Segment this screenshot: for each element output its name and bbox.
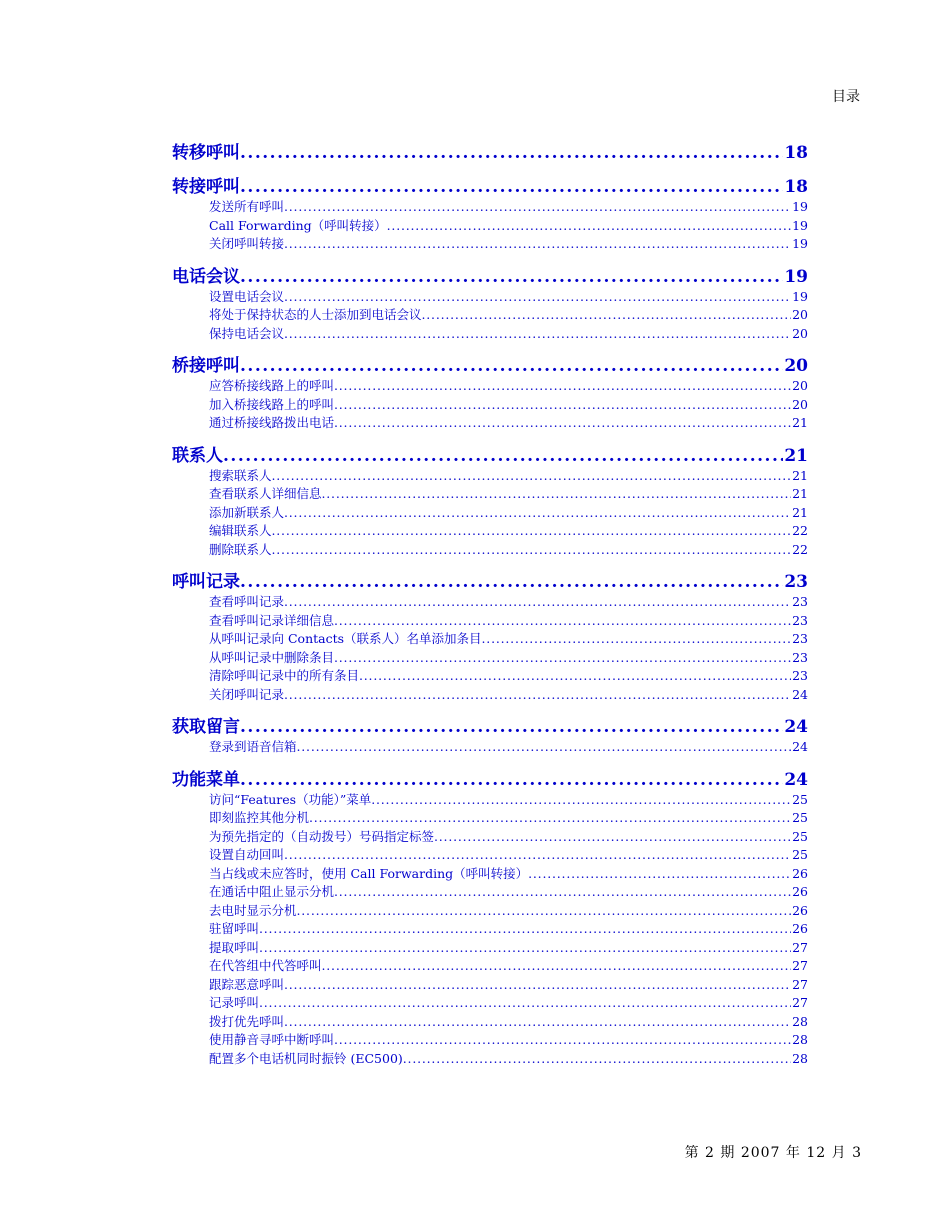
toc-entry-page-number: 27 <box>792 995 808 1010</box>
dot-leader <box>297 738 792 757</box>
toc-entry-label: 在代答组中代答呼叫 <box>209 958 322 973</box>
toc-entry-page-number: 28 <box>792 1013 808 1029</box>
toc-entry-page-number: 23 <box>792 649 808 665</box>
toc-entry-label: 去电时显示分机 <box>209 902 297 918</box>
toc-entry-page-number: 23 <box>792 594 808 609</box>
toc-section <box>172 142 808 164</box>
dot-leader <box>334 612 791 631</box>
toc-section-title: 获取留言 <box>172 717 240 737</box>
toc-section-heading-link[interactable] <box>172 266 808 288</box>
toc-entry-label: 删除联系人 <box>209 541 272 557</box>
toc-entry-page-number: 21 <box>792 486 808 501</box>
toc-entry-page-number: 21 <box>792 415 808 430</box>
toc-section-heading-link[interactable] <box>172 571 808 593</box>
toc-entry-link[interactable] <box>172 414 808 433</box>
toc-entry-page-number: 26 <box>792 902 808 918</box>
toc-entry-label: 发送所有呼叫 <box>209 199 285 214</box>
page-footer: 第 2 期 2007 年 12 月 3 <box>684 1145 862 1161</box>
toc-entry-link[interactable] <box>172 920 808 939</box>
toc-entry-label: 加入桥接线路上的呼叫 <box>209 396 335 412</box>
toc-entry-page-number: 22 <box>792 541 808 557</box>
toc-section-page-number: 20 <box>784 356 808 376</box>
toc-entry-page-number: 23 <box>792 631 808 646</box>
toc-entry-label: 查看联系人详细信息 <box>209 486 322 501</box>
toc-entry-label: 搜索联系人 <box>209 467 272 483</box>
table-of-contents <box>172 142 808 1080</box>
toc-entry-label: 驻留呼叫 <box>209 921 260 936</box>
toc-section-title: 联系人 <box>172 445 223 466</box>
toc-entry-page-number: 25 <box>792 828 808 844</box>
toc-section-page-number: 24 <box>784 769 808 790</box>
toc-entry-page-number: 25 <box>792 810 808 825</box>
toc-entry-page-number: 19 <box>792 236 808 251</box>
toc-entry-link[interactable] <box>172 377 808 396</box>
toc-section <box>172 266 808 344</box>
toc-section-title: 呼叫记录 <box>172 572 240 592</box>
toc-section-title: 功能菜单 <box>172 769 240 790</box>
toc-section-page-number: 18 <box>784 143 808 163</box>
toc-entry-label: 设置电话会议 <box>209 288 285 304</box>
toc-entry-link[interactable] <box>172 1013 808 1032</box>
dot-leader <box>334 883 791 902</box>
toc-entry-label: 编辑联系人 <box>209 523 272 538</box>
toc-entry-label: 当占线或未应答时，使用 Call Forwarding（呼叫转接） <box>209 865 529 881</box>
toc-entry-page-number: 24 <box>792 686 808 702</box>
toc-entry-label: 添加新联系人 <box>209 504 285 520</box>
toc-entry-label: 使用静音寻呼中断呼叫 <box>209 1032 335 1047</box>
dot-leader <box>322 957 792 976</box>
toc-entry-label: 清除呼叫记录中的所有条目 <box>209 668 360 683</box>
dot-leader <box>334 649 791 668</box>
dot-leader <box>422 306 792 325</box>
toc-entry-link[interactable] <box>172 504 808 523</box>
toc-entry-link[interactable] <box>172 846 808 865</box>
toc-entry-page-number: 20 <box>792 378 808 393</box>
toc-entry-page-number: 26 <box>792 884 808 899</box>
toc-entry-label: 关闭呼叫记录 <box>209 686 285 702</box>
toc-entry-link[interactable] <box>172 630 808 649</box>
toc-entry-link[interactable] <box>172 828 808 847</box>
dot-leader <box>240 266 783 288</box>
toc-section-page-number: 23 <box>784 572 808 592</box>
toc-section-title: 转接呼叫 <box>172 177 240 197</box>
toc-entry-page-number: 25 <box>792 847 808 862</box>
dot-leader <box>334 414 791 433</box>
dot-leader <box>334 396 791 415</box>
dot-leader <box>240 355 783 377</box>
toc-entry-label: 即刻监控其他分机 <box>209 810 310 825</box>
dot-leader <box>284 198 791 217</box>
toc-entry-page-number: 20 <box>792 325 808 341</box>
toc-entry-page-number: 26 <box>792 865 808 881</box>
toc-entry-link[interactable] <box>172 522 808 541</box>
toc-entry-page-number: 24 <box>792 739 808 754</box>
toc-entry-page-number: 23 <box>792 612 808 628</box>
toc-section-heading-link[interactable] <box>172 176 808 198</box>
toc-entry-link[interactable] <box>172 738 808 757</box>
toc-section <box>172 445 808 560</box>
toc-section-heading-link[interactable] <box>172 355 808 377</box>
toc-entry-link[interactable] <box>172 667 808 686</box>
dot-leader <box>434 828 791 847</box>
toc-entry-label: 记录呼叫 <box>209 995 260 1010</box>
toc-entry-link[interactable] <box>172 791 808 810</box>
toc-entry-link[interactable] <box>172 649 808 668</box>
toc-entry-page-number: 26 <box>792 921 808 936</box>
toc-entry-link[interactable] <box>172 957 808 976</box>
toc-entry-link[interactable] <box>172 306 808 325</box>
toc-entry-link[interactable] <box>172 865 808 884</box>
toc-entry-link[interactable] <box>172 235 808 254</box>
toc-entry-label: 通过桥接线路拨出电话 <box>209 415 335 430</box>
dot-leader <box>240 769 783 791</box>
dot-leader <box>309 809 791 828</box>
toc-entry-label: 查看呼叫记录详细信息 <box>209 612 335 628</box>
dot-leader <box>334 377 791 396</box>
toc-entry-label: 保持电话会议 <box>209 325 285 341</box>
dot-leader <box>259 939 791 958</box>
dot-leader <box>272 522 792 541</box>
dot-leader <box>284 846 791 865</box>
dot-leader <box>359 667 791 686</box>
toc-entry-page-number: 20 <box>792 307 808 322</box>
toc-section <box>172 571 808 704</box>
toc-entry-page-number: 28 <box>792 1032 808 1047</box>
toc-entry-link[interactable] <box>172 593 808 612</box>
dot-leader <box>322 485 792 504</box>
toc-entry-label: 从呼叫记录向 Contacts（联系人）名单添加条目 <box>209 631 482 646</box>
toc-entry-link[interactable] <box>172 485 808 504</box>
toc-section-heading-link[interactable] <box>172 716 808 738</box>
dot-leader <box>528 865 791 884</box>
toc-entry-link[interactable] <box>172 939 808 958</box>
dot-leader <box>371 791 791 810</box>
toc-entry-label: 为预先指定的（自动拨号）号码指定标签 <box>209 828 435 844</box>
toc-entry-link[interactable] <box>172 325 808 344</box>
toc-entry-link[interactable] <box>172 396 808 415</box>
toc-section-heading-link[interactable] <box>172 769 808 791</box>
toc-section-heading-link[interactable] <box>172 142 808 164</box>
toc-entry-label: 跟踪恶意呼叫 <box>209 976 285 992</box>
dot-leader <box>223 445 783 467</box>
toc-entry-label: Call Forwarding（呼叫转接） <box>209 217 387 233</box>
toc-entry-page-number: 28 <box>792 1050 808 1066</box>
dot-leader <box>240 571 783 593</box>
toc-entry-label: 配置多个电话机同时振铃 (EC500) <box>209 1050 403 1066</box>
dot-leader <box>284 686 791 705</box>
dot-leader <box>387 217 791 236</box>
toc-entry-page-number: 25 <box>792 791 808 807</box>
toc-entry-link[interactable] <box>172 217 808 236</box>
toc-entry-link[interactable] <box>172 902 808 921</box>
toc-section <box>172 176 808 254</box>
toc-entry-label: 将处于保持状态的人士添加到电话会议 <box>209 307 422 322</box>
toc-entry-label: 设置自动回叫 <box>209 847 285 862</box>
dot-leader <box>284 504 791 523</box>
toc-section-page-number: 24 <box>784 717 808 737</box>
dot-leader <box>240 142 783 164</box>
toc-entry-page-number: 27 <box>792 976 808 992</box>
dot-leader <box>259 920 791 939</box>
toc-entry-page-number: 21 <box>792 467 808 483</box>
dot-leader <box>403 1050 791 1069</box>
toc-entry-link[interactable] <box>172 883 808 902</box>
toc-entry-link[interactable] <box>172 976 808 995</box>
page-header-title: 目录 <box>832 89 860 105</box>
toc-entry-page-number: 19 <box>792 199 808 214</box>
toc-entry-link[interactable] <box>172 612 808 631</box>
toc-section <box>172 355 808 433</box>
toc-entry-link[interactable] <box>172 994 808 1013</box>
toc-entry-page-number: 19 <box>792 288 808 304</box>
toc-section-page-number: 18 <box>784 177 808 197</box>
dot-leader <box>284 288 791 307</box>
dot-leader <box>272 467 792 486</box>
toc-section <box>172 769 808 1069</box>
toc-section-title: 桥接呼叫 <box>172 356 240 376</box>
toc-entry-link[interactable] <box>172 1050 808 1069</box>
dot-leader <box>240 176 783 198</box>
dot-leader <box>284 1013 791 1032</box>
toc-entry-link[interactable] <box>172 809 808 828</box>
toc-section-page-number: 19 <box>784 266 808 287</box>
toc-entry-page-number: 19 <box>792 217 808 233</box>
dot-leader <box>297 902 792 921</box>
toc-entry-page-number: 22 <box>792 523 808 538</box>
dot-leader <box>284 976 791 995</box>
toc-entry-link[interactable] <box>172 288 808 307</box>
toc-section <box>172 716 808 757</box>
dot-leader <box>482 630 792 649</box>
toc-entry-link[interactable] <box>172 198 808 217</box>
dot-leader <box>284 593 791 612</box>
dot-leader <box>259 994 791 1013</box>
toc-entry-label: 访问“Features（功能）”菜单 <box>209 791 372 807</box>
toc-entry-label: 在通话中阻止显示分机 <box>209 884 335 899</box>
dot-leader <box>284 235 791 254</box>
toc-entry-page-number: 21 <box>792 504 808 520</box>
toc-entry-link[interactable] <box>172 467 808 486</box>
toc-entry-link[interactable] <box>172 541 808 560</box>
toc-entry-label: 登录到语音信箱 <box>209 739 297 754</box>
toc-entry-page-number: 27 <box>792 939 808 955</box>
toc-section-heading-link[interactable] <box>172 445 808 467</box>
toc-entry-page-number: 20 <box>792 396 808 412</box>
dot-leader <box>272 541 792 560</box>
toc-entry-link[interactable] <box>172 1031 808 1050</box>
toc-entry-label: 应答桥接线路上的呼叫 <box>209 378 335 393</box>
dot-leader <box>240 716 783 738</box>
toc-entry-label: 关闭呼叫转接 <box>209 236 285 251</box>
toc-entry-page-number: 27 <box>792 958 808 973</box>
toc-section-page-number: 21 <box>784 445 808 466</box>
toc-entry-label: 提取呼叫 <box>209 939 260 955</box>
toc-entry-label: 查看呼叫记录 <box>209 594 285 609</box>
toc-section-title: 转移呼叫 <box>172 143 240 163</box>
dot-leader <box>284 325 791 344</box>
dot-leader <box>334 1031 791 1050</box>
toc-entry-link[interactable] <box>172 686 808 705</box>
toc-entry-label: 从呼叫记录中删除条目 <box>209 649 335 665</box>
toc-section-title: 电话会议 <box>172 266 240 287</box>
toc-entry-page-number: 23 <box>792 668 808 683</box>
toc-entry-label: 拨打优先呼叫 <box>209 1013 285 1029</box>
